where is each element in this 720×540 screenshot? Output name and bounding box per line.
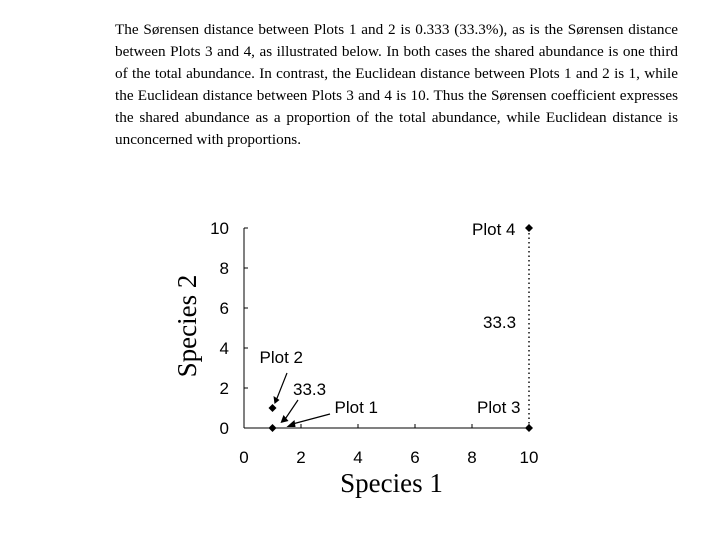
label-plot-3: Plot 3: [477, 398, 521, 417]
chart-labels: [260, 220, 521, 427]
y-tick-label: 4: [219, 339, 229, 358]
x-tick-label: 4: [353, 448, 363, 467]
y-tick-label: 0: [219, 419, 229, 438]
x-tick-label: 6: [410, 448, 420, 467]
annotation-plot1-plot2: 33.3: [293, 380, 327, 399]
y-tick-label: 10: [210, 219, 229, 238]
y-tick-label: 2: [219, 379, 229, 398]
point-plot-3: [525, 424, 533, 432]
arrow-plot1: [293, 414, 331, 424]
arrow-annotation-1: [285, 400, 299, 420]
label-plot-4: Plot 4: [472, 220, 516, 239]
x-tick-label: 2: [296, 448, 306, 467]
y-tick-label: 8: [219, 259, 229, 278]
body-paragraph: The Sørensen distance between Plots 1 and 2 is 0.333 (33.3%), as is the Sørensen distance between Plots 3 and 4, as illustrated below. In both cases the shared abundance is one third of the total abundance. In contrast, the Euclidean distance between Plots 1 and 2 is 1, while the Euclidean distance between Plots 3 and 4 is 10. Thus the Sørensen coefficient expresses the shared abundance as a proportion of the total abundance, while Euclidean distance is unconcerned with proportions.: [115, 21, 678, 148]
label-plot-2: Plot 2: [259, 348, 303, 367]
annotation-plot3-plot4: 33.3: [483, 313, 517, 332]
x-tick-label: 8: [467, 448, 477, 467]
arrow-plot2: [276, 373, 288, 402]
point-plot-4: [525, 224, 533, 232]
label-plot-1: Plot 1: [334, 398, 378, 417]
y-tick-label: 6: [219, 299, 229, 318]
x-tick-label: 0: [239, 448, 249, 467]
point-plot-2: [269, 404, 277, 412]
point-plot-1: [269, 424, 277, 432]
arrowhead-plot2: [274, 396, 280, 404]
chart-axes: [172, 219, 538, 498]
x-axis-title: Species 1: [340, 468, 443, 498]
y-axis-title: Species 2: [172, 274, 202, 378]
x-tick-label: 10: [519, 448, 539, 467]
